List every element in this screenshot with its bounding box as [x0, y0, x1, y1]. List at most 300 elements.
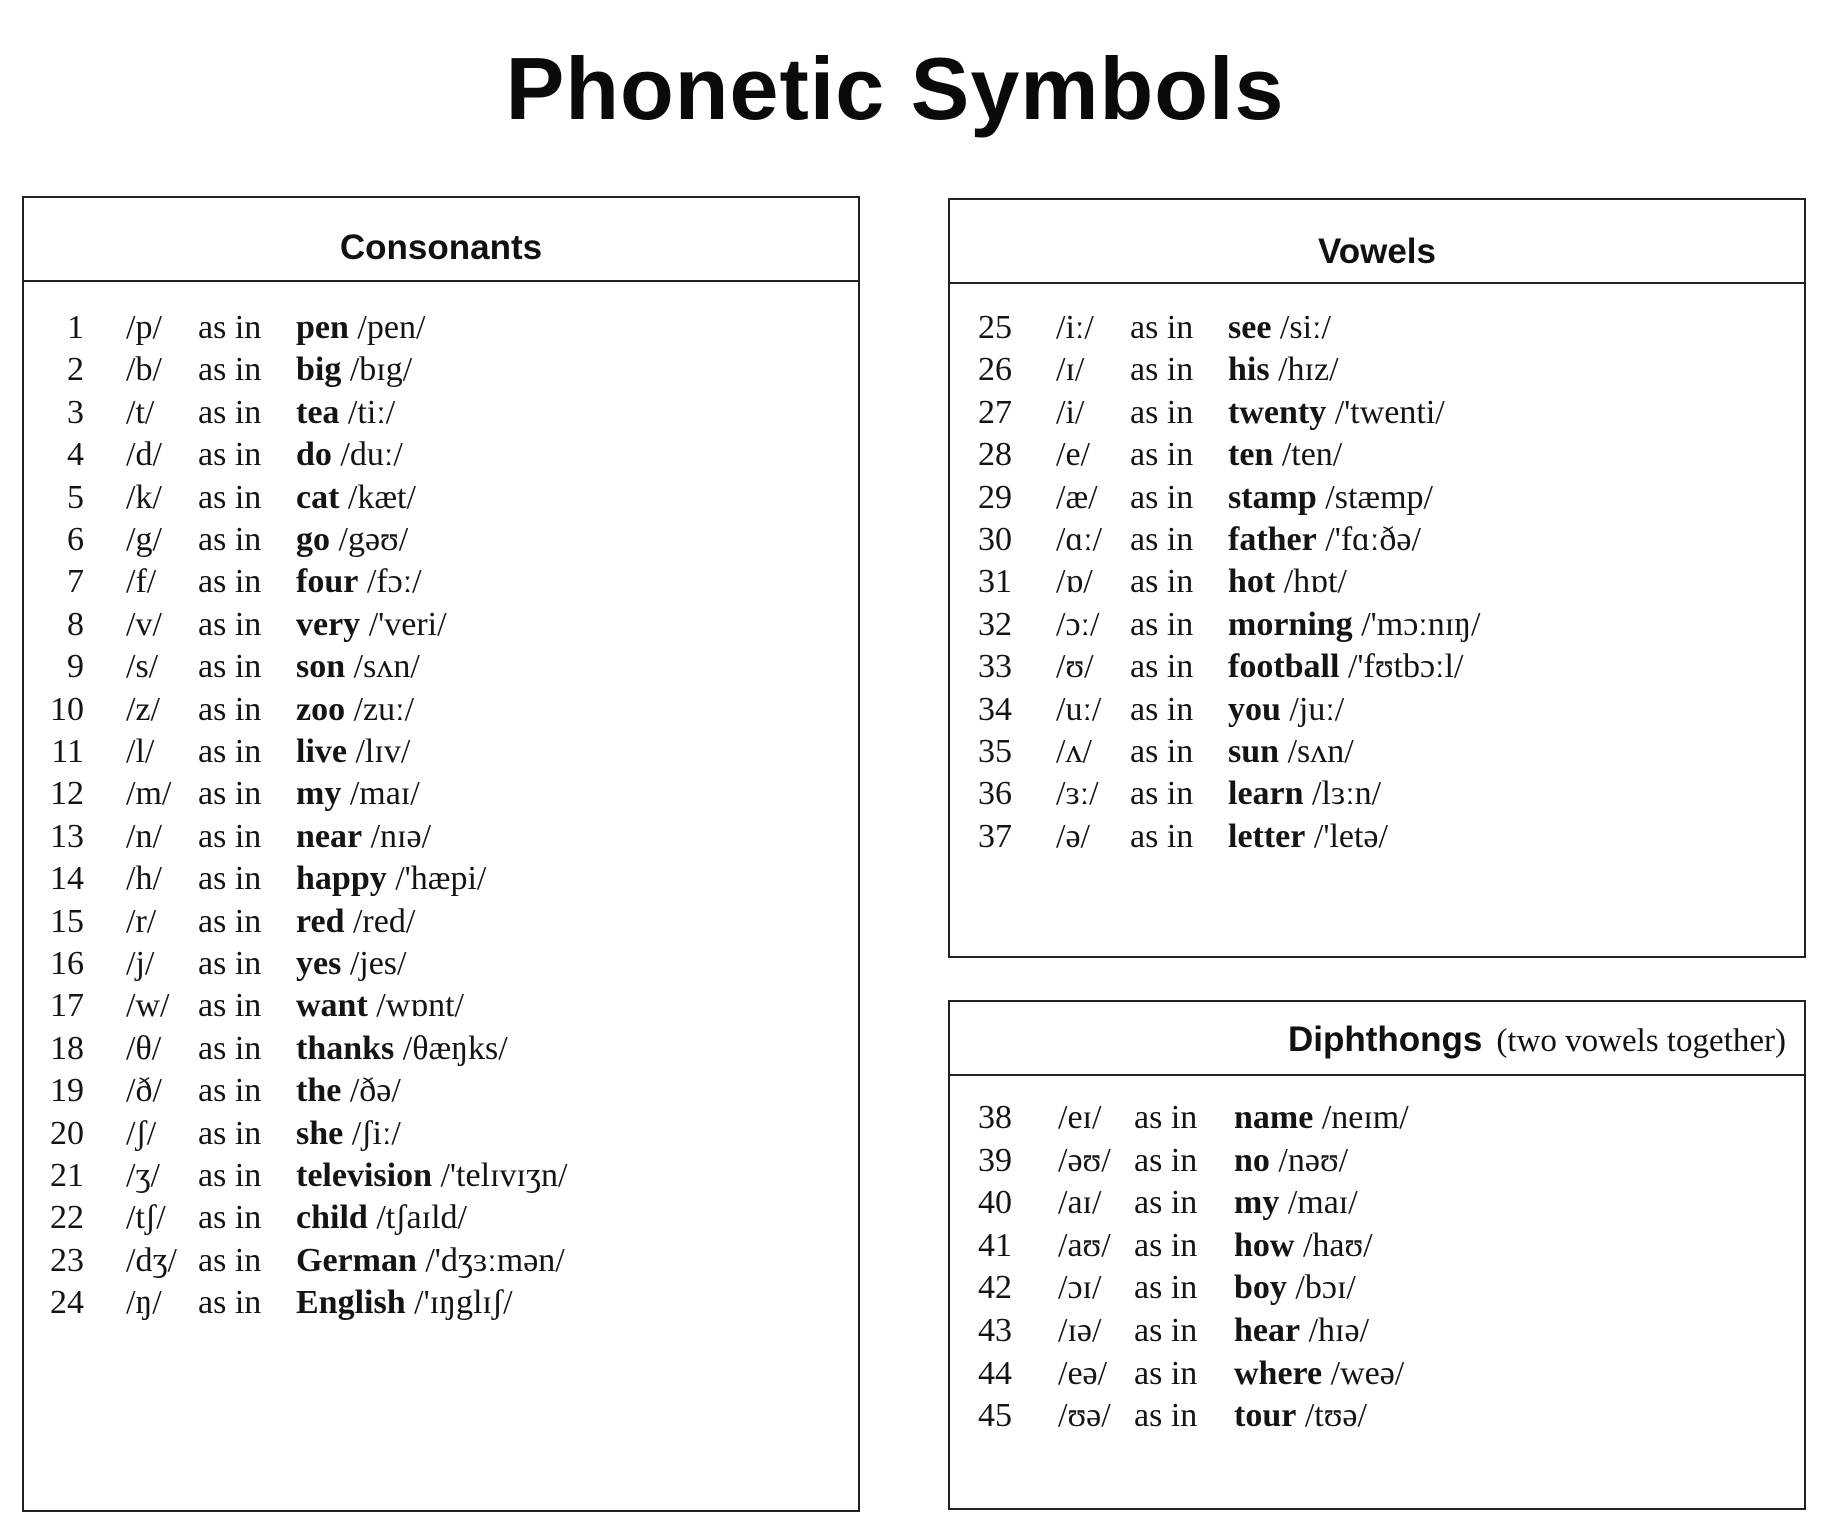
- example-word: my: [296, 775, 342, 813]
- as-in-label: as in: [1130, 690, 1194, 728]
- example-word: letter: [1228, 817, 1306, 855]
- vowels-heading: Vowels: [950, 200, 1804, 284]
- phonetic-symbol: /g/: [126, 521, 162, 558]
- phonetic-symbol: /dʒ/: [126, 1241, 177, 1279]
- row-number: 44: [978, 1354, 1012, 1392]
- table-row: [950, 1394, 1804, 1438]
- example-transcription: /stæmp/: [1325, 478, 1433, 516]
- phonetic-symbol: /iː/: [1056, 309, 1094, 346]
- example-transcription: /sʌn/: [1287, 733, 1354, 770]
- example: [296, 348, 412, 392]
- table-row: [950, 433, 1804, 477]
- phonetic-symbol: /ə/: [1056, 817, 1090, 855]
- table-row: [950, 603, 1804, 647]
- table-row: [24, 730, 858, 774]
- as-in-label: as in: [198, 1241, 262, 1279]
- example-word: tea: [296, 393, 340, 431]
- example-transcription: /ðə/: [349, 1072, 401, 1110]
- row-number: 33: [978, 648, 1012, 686]
- example: [296, 1196, 467, 1240]
- phonetic-symbol: /ð/: [126, 1072, 162, 1110]
- example: [1228, 645, 1463, 689]
- row-number: 22: [50, 1199, 84, 1237]
- as-in-label: as in: [1134, 1397, 1198, 1435]
- table-row: [24, 772, 858, 816]
- example-transcription: /gəʊ/: [338, 521, 409, 558]
- diphthongs-subheading: (two vowels together): [1496, 1023, 1786, 1059]
- example-word: twenty: [1228, 393, 1327, 431]
- as-in-label: as in: [1134, 1099, 1198, 1136]
- example-transcription: /pen/: [357, 309, 426, 346]
- as-in-label: as in: [198, 521, 262, 558]
- table-row: [24, 518, 858, 562]
- table-row: [24, 391, 858, 435]
- phonetic-symbol: /w/: [126, 987, 170, 1025]
- table-row: [950, 1352, 1804, 1396]
- phonetic-symbol: /j/: [126, 945, 155, 982]
- phonetic-symbol: /aɪ/: [1058, 1184, 1102, 1222]
- example-transcription: /'twenti/: [1334, 393, 1445, 431]
- example-transcription: /duː/: [340, 436, 403, 474]
- example-transcription: /'telɪvɪʒn/: [440, 1157, 568, 1194]
- row-number: 20: [50, 1114, 84, 1152]
- example-word: son: [296, 648, 346, 686]
- example-word: very: [296, 605, 361, 643]
- example-word: how: [1234, 1226, 1295, 1264]
- row-number: 21: [50, 1157, 84, 1194]
- as-in-label: as in: [1130, 436, 1194, 474]
- table-row: [950, 730, 1804, 774]
- phonetic-symbol: /θ/: [126, 1029, 162, 1067]
- table-row: [24, 1112, 858, 1156]
- as-in-label: as in: [198, 1029, 262, 1067]
- example-transcription: /neɪm/: [1321, 1099, 1409, 1136]
- example-transcription: /'letə/: [1313, 817, 1388, 855]
- example-word: she: [296, 1114, 344, 1152]
- row-number: 27: [978, 393, 1012, 431]
- as-in-label: as in: [1130, 393, 1194, 431]
- example-word: pen: [296, 309, 349, 346]
- as-in-label: as in: [1130, 775, 1194, 813]
- example-word: German: [296, 1241, 417, 1279]
- diphthongs-header: [950, 1002, 1804, 1076]
- as-in-label: as in: [198, 775, 262, 813]
- as-in-label: as in: [198, 1072, 262, 1110]
- phonetic-symbol: /s/: [126, 648, 159, 686]
- example-word: zoo: [296, 690, 346, 728]
- as-in-label: as in: [1130, 478, 1194, 516]
- example-word: tour: [1234, 1397, 1297, 1435]
- example: [1234, 1096, 1409, 1140]
- example: [1234, 1394, 1367, 1438]
- example-word: father: [1228, 521, 1317, 558]
- table-row: [950, 348, 1804, 392]
- table-row: [24, 688, 858, 732]
- row-number: 15: [50, 902, 84, 940]
- as-in-label: as in: [1130, 563, 1194, 601]
- row-number: 8: [67, 605, 84, 643]
- row-number: 7: [67, 563, 84, 601]
- example: [1234, 1309, 1369, 1353]
- table-row: [24, 1069, 858, 1113]
- as-in-label: as in: [198, 478, 262, 516]
- phonetic-symbol: /eə/: [1058, 1354, 1108, 1392]
- table-row: [24, 1239, 858, 1283]
- row-number: 31: [978, 563, 1012, 601]
- phonetic-symbol: /ɒ/: [1056, 563, 1093, 601]
- phonetic-symbol: /p/: [126, 309, 162, 346]
- phonetic-symbol: /r/: [126, 902, 157, 940]
- phonetic-symbol: /ɔɪ/: [1058, 1269, 1102, 1307]
- phonetic-symbol: /ʊə/: [1058, 1397, 1111, 1435]
- phonetic-symbol: /ʃ/: [126, 1114, 157, 1152]
- example: [296, 433, 403, 477]
- row-number: 24: [50, 1284, 84, 1322]
- as-in-label: as in: [198, 1284, 262, 1322]
- phonetic-symbol: /aʊ/: [1058, 1226, 1111, 1264]
- phonetic-symbol: /h/: [126, 860, 162, 898]
- row-number: 6: [67, 521, 84, 558]
- table-row: [24, 645, 858, 689]
- example: [296, 645, 420, 689]
- as-in-label: as in: [1130, 351, 1194, 389]
- example-transcription: /nəʊ/: [1278, 1141, 1349, 1179]
- row-number: 10: [50, 690, 84, 728]
- example: [1228, 603, 1480, 647]
- table-row: [24, 900, 858, 944]
- example: [1228, 560, 1347, 604]
- phonetic-symbol: /f/: [126, 563, 157, 601]
- consonants-heading: Consonants: [24, 198, 858, 282]
- phonetic-symbol: /ɪə/: [1058, 1312, 1102, 1349]
- table-row: [24, 815, 858, 859]
- row-number: 18: [50, 1029, 84, 1067]
- table-row: [950, 772, 1804, 816]
- example-transcription: /bɔɪ/: [1295, 1269, 1356, 1307]
- row-number: 40: [978, 1184, 1012, 1222]
- example-word: morning: [1228, 605, 1353, 643]
- diphthongs-heading: Diphthongs: [1288, 1020, 1483, 1059]
- phonetic-symbol: /l/: [126, 733, 155, 770]
- row-number: 39: [978, 1141, 1012, 1179]
- row-number: 25: [978, 309, 1012, 346]
- example: [296, 1069, 401, 1113]
- table-row: [950, 518, 1804, 562]
- example: [1228, 518, 1421, 562]
- example-transcription: /'mɔːnɪŋ/: [1361, 605, 1481, 643]
- example-transcription: /maɪ/: [1287, 1184, 1358, 1222]
- table-row: [950, 1224, 1804, 1268]
- example: [1228, 730, 1354, 774]
- example-transcription: /jes/: [349, 945, 407, 982]
- example-word: his: [1228, 351, 1270, 389]
- as-in-label: as in: [198, 1157, 262, 1194]
- phonetic-symbol: /z/: [126, 690, 160, 728]
- phonetic-symbol: /k/: [126, 478, 162, 516]
- phonetic-symbol: /n/: [126, 817, 162, 855]
- phonetic-symbol: /uː/: [1056, 690, 1102, 728]
- example: [296, 1239, 565, 1283]
- row-number: 9: [67, 648, 84, 686]
- example-word: red: [296, 902, 345, 940]
- as-in-label: as in: [198, 351, 262, 389]
- table-row: [950, 1181, 1804, 1225]
- as-in-label: as in: [1134, 1354, 1198, 1392]
- as-in-label: as in: [198, 393, 262, 431]
- as-in-label: as in: [198, 605, 262, 643]
- row-number: 29: [978, 478, 1012, 516]
- table-row: [24, 1154, 858, 1198]
- example-word: near: [296, 817, 363, 855]
- row-number: 1: [67, 309, 84, 346]
- example-transcription: /'veri/: [368, 605, 447, 643]
- table-row: [24, 476, 858, 520]
- example-word: child: [296, 1199, 368, 1237]
- example-word: thanks: [296, 1029, 395, 1067]
- example-transcription: /red/: [352, 902, 416, 940]
- as-in-label: as in: [198, 436, 262, 474]
- example: [296, 900, 415, 944]
- example: [296, 391, 395, 435]
- example: [1228, 306, 1331, 350]
- row-number: 26: [978, 351, 1012, 389]
- example-transcription: /zuː/: [353, 690, 415, 728]
- example-transcription: /maɪ/: [349, 775, 420, 813]
- example-transcription: /wɒnt/: [376, 987, 464, 1025]
- example-transcription: /'hæpi/: [395, 860, 487, 898]
- example: [296, 560, 422, 604]
- example-transcription: /ten/: [1281, 436, 1343, 474]
- phonetic-symbol: /æ/: [1056, 478, 1098, 516]
- row-number: 30: [978, 521, 1012, 558]
- example-transcription: /nɪə/: [370, 817, 432, 855]
- example-transcription: /tʊə/: [1304, 1397, 1367, 1435]
- as-in-label: as in: [198, 733, 262, 770]
- table-row: [950, 1139, 1804, 1183]
- example-word: name: [1234, 1099, 1314, 1136]
- table-row: [950, 306, 1804, 350]
- example: [296, 984, 464, 1028]
- phonetic-symbol: /tʃ/: [126, 1199, 166, 1237]
- example-transcription: /'dʒɜːmən/: [425, 1241, 565, 1279]
- example: [1234, 1139, 1348, 1183]
- example-word: go: [296, 521, 330, 558]
- phonetic-symbol: /əʊ/: [1058, 1141, 1111, 1179]
- as-in-label: as in: [198, 563, 262, 601]
- table-row: [950, 688, 1804, 732]
- example-transcription: /juː/: [1289, 690, 1345, 728]
- example-word: television: [296, 1157, 432, 1194]
- phonetic-symbol: /d/: [126, 436, 162, 474]
- row-number: 12: [50, 775, 84, 813]
- example-word: no: [1234, 1141, 1270, 1179]
- row-number: 38: [978, 1099, 1012, 1136]
- row-number: 4: [67, 436, 84, 474]
- example-word: English: [296, 1284, 406, 1322]
- example: [1228, 391, 1445, 435]
- row-number: 45: [978, 1397, 1012, 1435]
- table-row: [950, 645, 1804, 689]
- table-row: [950, 1266, 1804, 1310]
- as-in-label: as in: [198, 902, 262, 940]
- example-transcription: /lɜːn/: [1312, 775, 1382, 813]
- table-row: [950, 476, 1804, 520]
- table-row: [950, 1096, 1804, 1140]
- example: [296, 306, 425, 350]
- example: [296, 730, 410, 774]
- example: [1228, 772, 1381, 816]
- diphthongs-table: [948, 1000, 1806, 1510]
- example-word: yes: [296, 945, 342, 982]
- example: [1234, 1224, 1373, 1268]
- row-number: 41: [978, 1226, 1012, 1264]
- as-in-label: as in: [1134, 1226, 1198, 1264]
- phonetic-symbol: /ʊ/: [1056, 648, 1094, 686]
- as-in-label: as in: [198, 309, 262, 346]
- example-transcription: /bɪg/: [349, 351, 413, 389]
- table-row: [24, 1196, 858, 1240]
- example-transcription: /tiː/: [347, 393, 396, 431]
- example-transcription: /hɒt/: [1283, 563, 1347, 601]
- as-in-label: as in: [1130, 309, 1194, 346]
- example-transcription: /haʊ/: [1302, 1226, 1373, 1264]
- example-word: four: [296, 563, 359, 601]
- example-transcription: /'fɑːðə/: [1325, 521, 1421, 558]
- phonetic-symbol: /v/: [126, 605, 162, 643]
- example-transcription: /kæt/: [347, 478, 416, 516]
- example: [296, 1281, 513, 1325]
- example: [296, 476, 416, 520]
- table-row: [24, 603, 858, 647]
- row-number: 37: [978, 817, 1012, 855]
- as-in-label: as in: [198, 945, 262, 982]
- example: [296, 815, 431, 859]
- page-title: Phonetic Symbols: [505, 39, 1285, 138]
- example-transcription: /weə/: [1330, 1354, 1405, 1392]
- example: [296, 772, 420, 816]
- phonetic-symbol: /ʌ/: [1056, 733, 1092, 770]
- vowels-table: [948, 198, 1806, 958]
- example-transcription: /fɔː/: [366, 563, 422, 601]
- example-transcription: /hɪz/: [1278, 351, 1339, 389]
- example-word: the: [296, 1072, 342, 1110]
- example-word: football: [1228, 648, 1340, 686]
- row-number: 42: [978, 1269, 1012, 1307]
- as-in-label: as in: [198, 1114, 262, 1152]
- example-word: want: [296, 987, 368, 1025]
- table-row: [950, 1309, 1804, 1353]
- example-transcription: /lɪv/: [355, 733, 411, 770]
- example-word: cat: [296, 478, 340, 516]
- example-word: happy: [296, 860, 387, 898]
- table-row: [24, 984, 858, 1028]
- phonetic-symbol: /ɔː/: [1056, 605, 1100, 643]
- row-number: 14: [50, 860, 84, 898]
- phonetic-symbol: /ɑː/: [1056, 521, 1103, 558]
- row-number: 35: [978, 733, 1012, 770]
- example-word: learn: [1228, 775, 1304, 813]
- example-transcription: /sʌn/: [353, 648, 420, 686]
- table-row: [24, 560, 858, 604]
- phonetic-symbol: /ɜː/: [1056, 775, 1099, 813]
- example: [296, 518, 408, 562]
- example-word: live: [296, 733, 347, 770]
- row-number: 34: [978, 690, 1012, 728]
- phonetic-symbol: /ŋ/: [126, 1284, 162, 1322]
- consonants-table: [22, 196, 860, 1512]
- example-word: you: [1228, 690, 1281, 728]
- example: [296, 688, 414, 732]
- as-in-label: as in: [198, 860, 262, 898]
- as-in-label: as in: [1130, 733, 1194, 770]
- example: [1228, 348, 1339, 392]
- row-number: 2: [67, 351, 84, 389]
- example: [296, 1112, 401, 1156]
- row-number: 32: [978, 605, 1012, 643]
- table-row: [950, 560, 1804, 604]
- row-number: 28: [978, 436, 1012, 474]
- example-word: see: [1228, 309, 1272, 346]
- as-in-label: as in: [1134, 1269, 1198, 1307]
- as-in-label: as in: [1130, 648, 1194, 686]
- as-in-label: as in: [198, 648, 262, 686]
- as-in-label: as in: [1134, 1312, 1198, 1349]
- example: [296, 1154, 567, 1198]
- phonetic-symbol: /m/: [126, 775, 172, 813]
- as-in-label: as in: [198, 817, 262, 855]
- example: [296, 1027, 508, 1071]
- phonetic-symbol: /i/: [1056, 393, 1085, 431]
- table-row: [24, 433, 858, 477]
- table-row: [24, 942, 858, 986]
- phonetic-symbol: /e/: [1056, 436, 1090, 474]
- example-word: my: [1234, 1184, 1280, 1222]
- phonetic-symbol: /ɪ/: [1056, 351, 1085, 389]
- row-number: 5: [67, 478, 84, 516]
- row-number: 43: [978, 1312, 1012, 1349]
- row-number: 19: [50, 1072, 84, 1110]
- example: [1234, 1266, 1356, 1310]
- table-row: [950, 391, 1804, 435]
- row-number: 17: [50, 987, 84, 1025]
- example-transcription: /siː/: [1279, 309, 1331, 346]
- row-number: 13: [50, 817, 84, 855]
- table-row: [24, 1027, 858, 1071]
- as-in-label: as in: [1130, 817, 1194, 855]
- example-word: sun: [1228, 733, 1280, 770]
- as-in-label: as in: [198, 1199, 262, 1237]
- phonetic-symbol: /t/: [126, 393, 155, 431]
- example: [1228, 815, 1388, 859]
- example-word: do: [296, 436, 332, 474]
- as-in-label: as in: [1130, 605, 1194, 643]
- example-word: stamp: [1228, 478, 1317, 516]
- example: [1228, 476, 1433, 520]
- example: [296, 857, 486, 901]
- as-in-label: as in: [1130, 521, 1194, 558]
- example-word: where: [1234, 1354, 1323, 1392]
- table-row: [950, 815, 1804, 859]
- example-transcription: /'fʊtbɔːl/: [1347, 648, 1464, 686]
- phonetic-symbol: /eɪ/: [1058, 1099, 1102, 1136]
- example: [1228, 688, 1344, 732]
- example-word: boy: [1234, 1269, 1287, 1307]
- example-transcription: /hɪə/: [1308, 1312, 1370, 1349]
- example: [1234, 1181, 1358, 1225]
- example-word: hot: [1228, 563, 1276, 601]
- example-transcription: /'ɪŋglɪʃ/: [414, 1284, 513, 1322]
- table-row: [24, 857, 858, 901]
